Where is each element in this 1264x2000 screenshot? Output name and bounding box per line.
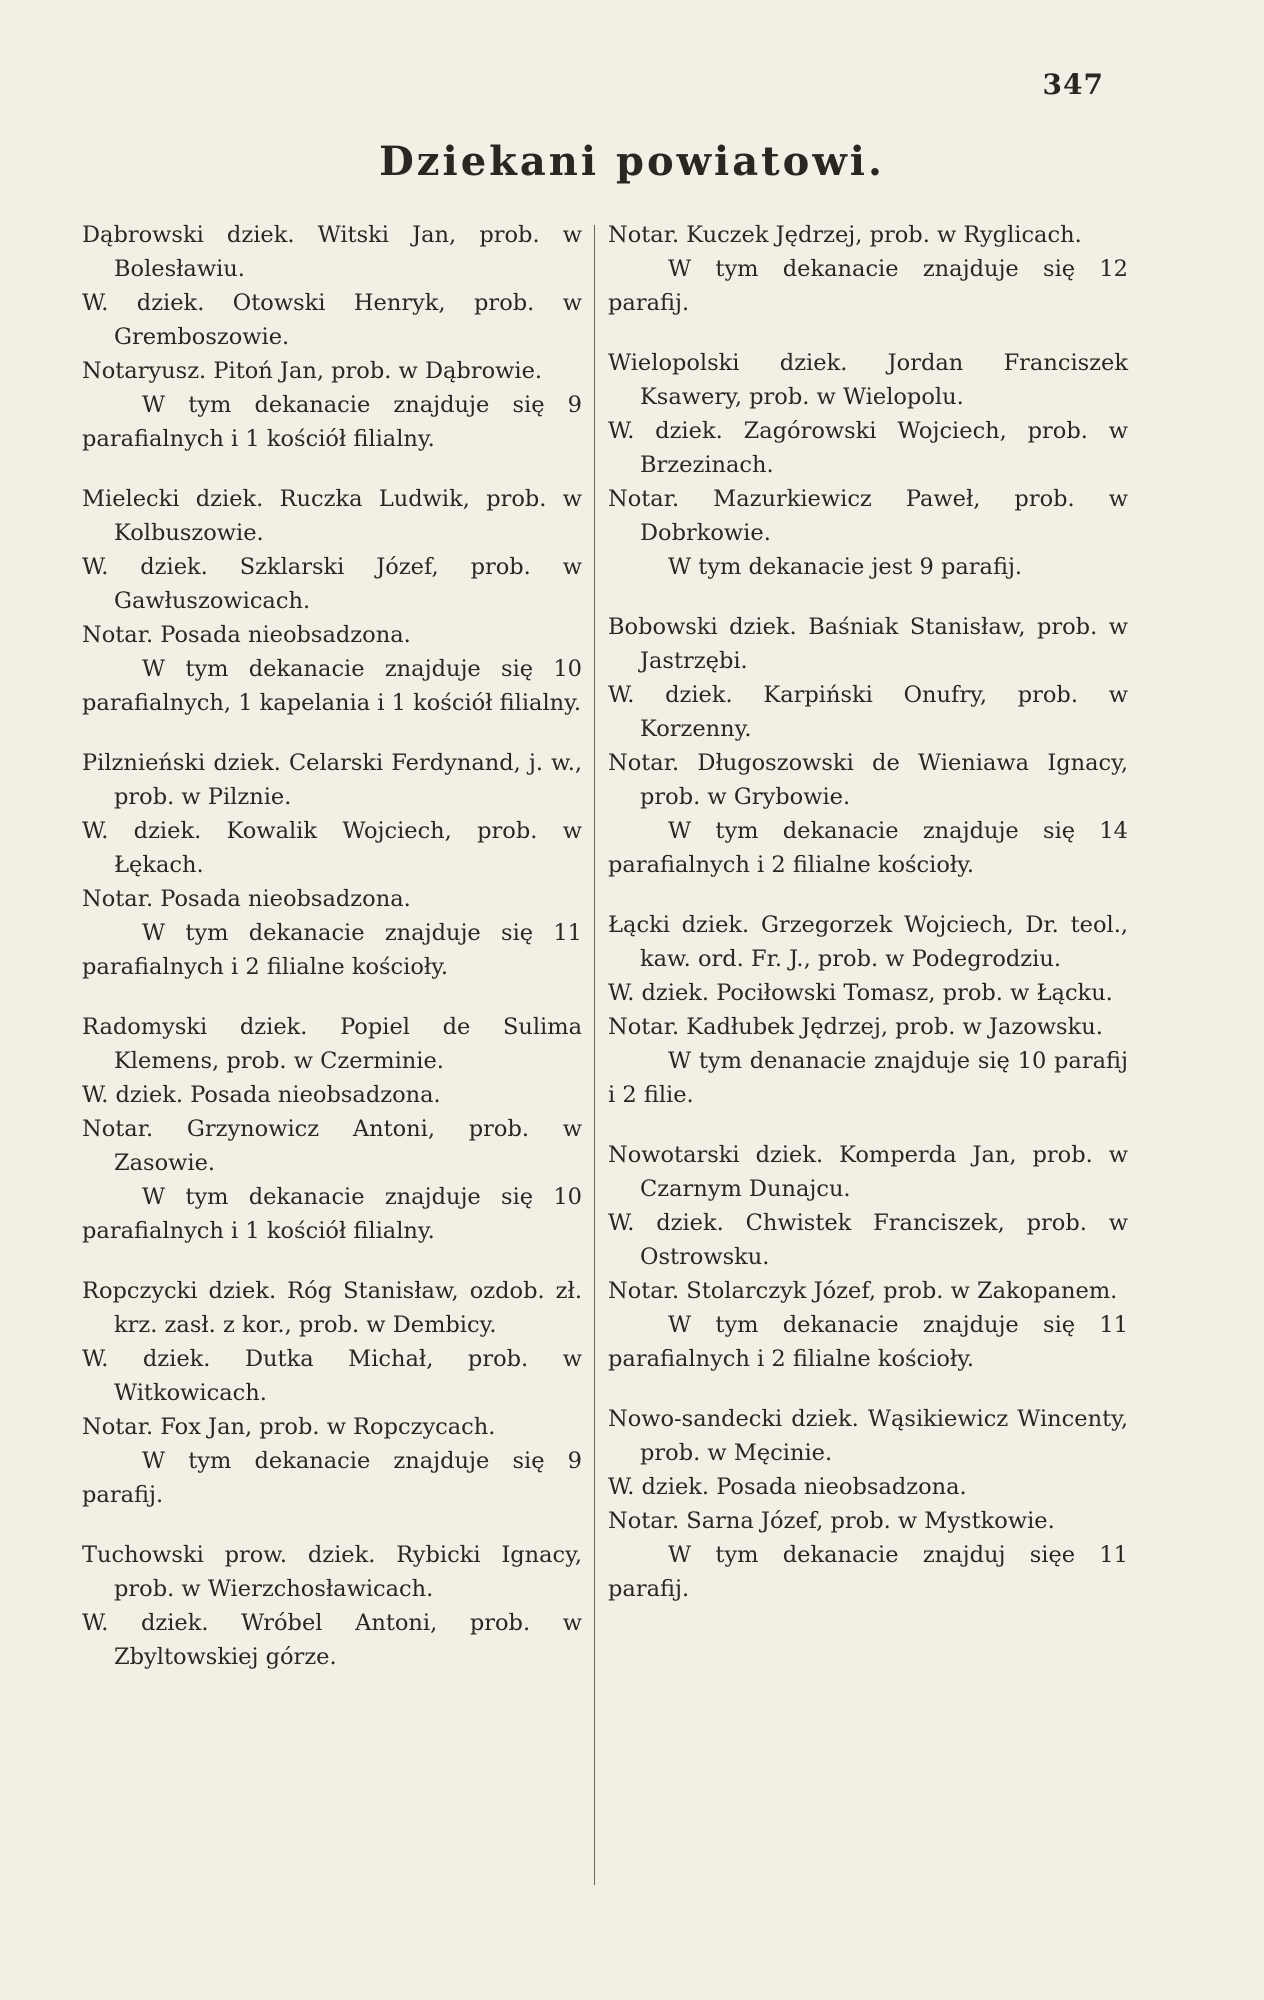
deanery-block bbox=[608, 908, 1128, 1112]
deanery-entry: Notar. Mazurkiewicz Paweł, prob. w Dobrkowie. bbox=[608, 486, 1128, 546]
deanery-entry: Łącki dziek. Grzegorzek Wojciech, Dr. teol., kaw. ord. Fr. J., prob. w Podegrodziu. bbox=[608, 912, 1128, 972]
deanery-summary: W tym dekanacie znajduje się 11 parafialnych i 2 filialne kościoły. bbox=[82, 920, 582, 980]
deanery-entry: Notar. Grzynowicz Antoni, prob. w Zasowie. bbox=[82, 1116, 582, 1176]
deanery-entry: W. dziek. Posada nieobsadzona. bbox=[82, 1082, 441, 1108]
deanery-summary: W tym dekanacie jest 9 parafij. bbox=[668, 554, 1023, 580]
deanery-entry: W. dziek. Zagórowski Wojciech, prob. w Brzezinach. bbox=[608, 418, 1128, 478]
deanery-summary: W tym dekanacie znajduje się 10 parafialnych, 1 kapelania i 1 kościół filialny. bbox=[82, 656, 582, 716]
deanery-entry: Dąbrowski dziek. Witski Jan, prob. w Bolesławiu. bbox=[82, 222, 582, 282]
deanery-entry: Notar. Fox Jan, prob. w Ropczycach. bbox=[82, 1414, 496, 1440]
deanery-block bbox=[608, 1402, 1128, 1606]
deanery-entry: Wielopolski dziek. Jordan Franciszek Ksawery, prob. w Wielopolu. bbox=[608, 350, 1128, 410]
deanery-entry: Notaryusz. Pitoń Jan, prob. w Dąbrowie. bbox=[82, 358, 543, 384]
deanery-entry: W. dziek. Chwistek Franciszek, prob. w Ostrowsku. bbox=[608, 1210, 1128, 1270]
deanery-summary: W tym dekanacie znajduje się 14 parafialnych i 2 filialne kościoły. bbox=[608, 818, 1128, 878]
deanery-summary: W tym dekanacie znajduje się 9 parafialnych i 1 kościół filialny. bbox=[82, 392, 582, 452]
deanery-block bbox=[82, 746, 582, 984]
deanery-entry: W. dziek. Szklarski Józef, prob. w Gawłuszowicach. bbox=[82, 554, 582, 614]
column-divider bbox=[594, 225, 595, 1885]
right-column bbox=[608, 218, 1128, 1632]
deanery-block bbox=[82, 482, 582, 720]
deanery-entry: Ropczycki dziek. Róg Stanisław, ozdob. zł. krz. zasł. z kor., prob. w Dembicy. bbox=[82, 1278, 582, 1338]
deanery-entry: W. dziek. Karpiński Onufry, prob. w Korzenny. bbox=[608, 682, 1128, 742]
deanery-entry: W. dziek. Wróbel Antoni, prob. w Zbyltowskiej górze. bbox=[82, 1610, 582, 1670]
deanery-summary: W tym dekanacie znajduj sięe 11 parafij. bbox=[608, 1542, 1128, 1602]
deanery-entry: Radomyski dziek. Popiel de Sulima Klemens, prob. w Czerminie. bbox=[82, 1014, 582, 1074]
deanery-entry: Notar. Stolarczyk Józef, prob. w Zakopanem. bbox=[608, 1278, 1118, 1304]
deanery-entry: W. dziek. Dutka Michał, prob. w Witkowicach. bbox=[82, 1346, 582, 1406]
deanery-entry: Notar. Sarna Józef, prob. w Mystkowie. bbox=[608, 1508, 1055, 1534]
deanery-block bbox=[608, 1138, 1128, 1376]
deanery-entry: Pilznieński dziek. Celarski Ferdynand, j. w., prob. w Pilznie. bbox=[82, 750, 582, 810]
deanery-block bbox=[82, 1274, 582, 1512]
deanery-summary: W tym dekanacie znajduje się 9 parafij. bbox=[82, 1448, 582, 1508]
left-column bbox=[82, 218, 582, 1700]
deanery-entry: Notar. Kuczek Jędrzej, prob. w Ryglicach. bbox=[608, 222, 1082, 248]
deanery-summary: W tym denanacie znajduje się 10 parafij i 2 filie. bbox=[608, 1048, 1128, 1108]
deanery-block bbox=[608, 218, 1128, 320]
deanery-entry: Nowo-sandecki dziek. Wąsikiewicz Wincenty, prob. w Męcinie. bbox=[608, 1406, 1128, 1466]
deanery-summary: W tym dekanacie znajduje się 11 parafialnych i 2 filialne kościoły. bbox=[608, 1312, 1128, 1372]
deanery-entry: Bobowski dziek. Baśniak Stanisław, prob. w Jastrzębi. bbox=[608, 614, 1128, 674]
deanery-entry: Tuchowski prow. dziek. Rybicki Ignacy, prob. w Wierzchosławicach. bbox=[82, 1542, 582, 1602]
page-number: 347 bbox=[1042, 68, 1104, 101]
deanery-summary: W tym dekanacie znajduje się 10 parafialnych i 1 kościół filialny. bbox=[82, 1184, 582, 1244]
deanery-block bbox=[82, 1010, 582, 1248]
deanery-entry: Notar. Kadłubek Jędrzej, prob. w Jazowsku. bbox=[608, 1014, 1103, 1040]
deanery-entry: Notar. Posada nieobsadzona. bbox=[82, 886, 411, 912]
deanery-block bbox=[608, 610, 1128, 882]
deanery-entry: W. dziek. Otowski Henryk, prob. w Gremboszowie. bbox=[82, 290, 582, 350]
deanery-entry: Mielecki dziek. Ruczka Ludwik, prob. w Kolbuszowie. bbox=[82, 486, 582, 546]
deanery-entry: W. dziek. Pociłowski Tomasz, prob. w Łącku. bbox=[608, 980, 1113, 1006]
deanery-summary: W tym dekanacie znajduje się 12 parafij. bbox=[608, 256, 1128, 316]
deanery-entry: W. dziek. Posada nieobsadzona. bbox=[608, 1474, 967, 1500]
deanery-block bbox=[82, 218, 582, 456]
deanery-block bbox=[82, 1538, 582, 1674]
deanery-entry: Nowotarski dziek. Komperda Jan, prob. w Czarnym Dunajcu. bbox=[608, 1142, 1128, 1202]
deanery-entry: W. dziek. Kowalik Wojciech, prob. w Łękach. bbox=[82, 818, 582, 878]
deanery-block bbox=[608, 346, 1128, 584]
deanery-entry: Notar. Długoszowski de Wieniawa Ignacy, prob. w Grybowie. bbox=[608, 750, 1128, 810]
page-title: Dziekani powiatowi. bbox=[379, 138, 885, 185]
deanery-entry: Notar. Posada nieobsadzona. bbox=[82, 622, 411, 648]
